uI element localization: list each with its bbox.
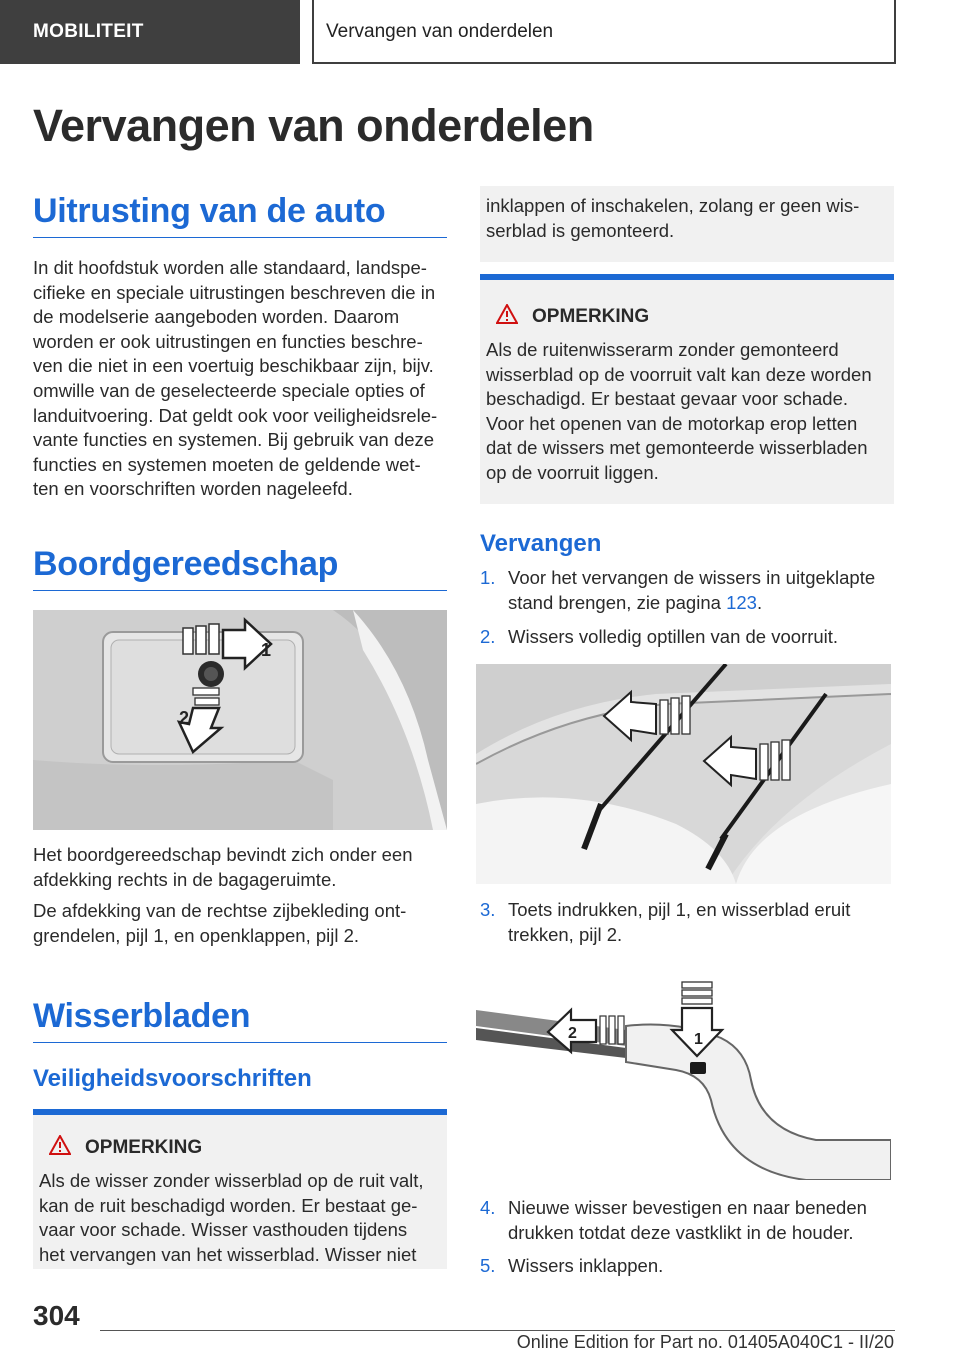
text-line: serblad is gemonteerd. — [486, 219, 675, 241]
heading-uitrusting: Uitrusting van de auto — [33, 192, 386, 230]
text-line: Wissers volledig optillen van de voorruit. — [508, 626, 839, 648]
step-number: 1. — [480, 567, 496, 588]
text-line: het vervangen van het wisserblad. Wisser niet — [39, 1243, 417, 1265]
text-line: omwille van de geselecteerde speciale opties of — [33, 379, 425, 401]
text-line: Als de ruitenwisserarm zonder gemonteerd — [486, 339, 839, 360]
step-3 — [480, 898, 894, 947]
arrow-label-1: 1 — [694, 1031, 703, 1048]
step-number: 5. — [480, 1255, 496, 1277]
arrow-label-2: 2 — [568, 1025, 577, 1042]
heading-vervangen: Vervangen — [480, 530, 602, 557]
header-chapter: Vervangen van onderdelen — [312, 0, 896, 64]
footer-edition: Online Edition for Part no. 01405A040C1 - II/20 — [516, 1332, 894, 1352]
header-section: MOBILITEIT — [0, 0, 300, 64]
note-box-right — [480, 274, 894, 504]
note-continuation-text — [486, 194, 888, 243]
note-title-text: OPMERKING — [532, 306, 650, 327]
text-line: dat de wissers met gemonteerde wisserbladen — [486, 437, 868, 459]
note-title — [39, 1135, 441, 1161]
page-number: 304 — [33, 1300, 80, 1331]
text-line — [508, 591, 875, 616]
step-5 — [480, 1254, 894, 1279]
heading-boordgereedschap: Boordgereedschap — [33, 545, 339, 583]
note-text — [39, 1169, 441, 1267]
boordgereedschap-text — [33, 843, 447, 948]
text-line: Het boordgereedschap bevindt zich onder een — [33, 844, 413, 865]
page-link[interactable]: 123 — [726, 591, 757, 613]
text-line: worden er ook uitrustingen en functies beschre‐ — [33, 330, 423, 352]
step-number: 4. — [480, 1197, 496, 1218]
text-line: vante functies en systemen. Bij gebruik van deze — [33, 429, 435, 451]
text-line: trekken, pijl 2. — [508, 923, 623, 945]
heading-rule — [33, 590, 447, 591]
text-line: grendelen, pijl 1, en openklappen, pijl 2. — [33, 924, 360, 946]
text-fragment: . — [756, 591, 763, 613]
text-line: Voor het vervangen de wissers in uitgeklapte — [508, 567, 876, 588]
note-box-left — [33, 1109, 447, 1269]
step-1 — [480, 566, 894, 615]
text-line: Nieuwe wisser bevestigen en naar beneden — [508, 1197, 867, 1218]
step-2 — [480, 625, 894, 650]
text-fragment: stand brengen, zie pagina — [508, 591, 727, 613]
step-number: 3. — [480, 899, 496, 920]
text-line: cifieke en speciale uitrustingen beschreven die in — [33, 281, 436, 303]
text-line: Toets indrukken, pijl 1, en wisserblad eruit — [508, 899, 851, 920]
page-title: Vervangen van onderdelen — [33, 100, 594, 151]
text-line: De afdekking van de rechtse zijbekleding ont‐ — [33, 900, 407, 922]
text-line: op de voorruit liggen. — [486, 461, 659, 483]
text-line: drukken totdat deze vastklikt in de houder. — [508, 1221, 854, 1243]
text-line: inklappen of inschakelen, zolang er geen wis‐ — [486, 195, 860, 216]
arrow-label-1: 1 — [261, 640, 272, 660]
heading-wisserbladen: Wisserbladen — [33, 997, 251, 1035]
text-line: Wissers inklappen. — [508, 1255, 664, 1277]
note-text — [486, 338, 888, 486]
warning-triangle-icon — [49, 1135, 71, 1161]
step-3-block — [480, 898, 894, 947]
section-wisserbladen — [33, 997, 447, 1093]
text-line: In dit hoofdstuk worden alle standaard, landspe‐ — [33, 257, 427, 278]
wiper-blade-release-figure — [476, 980, 891, 1180]
text-line: wisserblad op de voorruit valt kan deze worden — [486, 363, 872, 385]
note-title — [486, 304, 888, 330]
trunk-cover-figure — [33, 610, 447, 830]
heading-veiligheidsvoorschriften: Veiligheidsvoorschriften — [33, 1065, 312, 1092]
warning-triangle-icon — [496, 304, 518, 330]
text-line: afdekking rechts in de bagageruimte. — [33, 868, 337, 890]
section-vervangen — [480, 530, 894, 650]
section-uitrusting — [33, 192, 447, 502]
note-continuation — [480, 186, 894, 262]
text-line: Voor het openen van de motorkap erop letten — [486, 412, 858, 434]
uitrusting-paragraph — [33, 256, 447, 502]
text-line: functies en systemen moeten de geldende wet‐ — [33, 453, 421, 475]
arrow-label-2: 2 — [179, 708, 190, 728]
heading-rule — [33, 237, 447, 238]
note-title-text: OPMERKING — [85, 1137, 203, 1158]
step-4 — [480, 1196, 894, 1245]
windshield-wipers-figure — [476, 664, 891, 884]
text-line: ten en voorschriften worden nageleefd. — [33, 478, 353, 500]
text-line: vaar voor schade. Wisser vasthouden tijdens — [39, 1219, 408, 1241]
text-line: kan de ruit beschadigd worden. Er bestaat ge‐ — [39, 1194, 418, 1216]
text-line: de modelserie aangeboden worden. Daarom — [33, 306, 400, 328]
text-line: Als de wisser zonder wisserblad op de ruit valt, — [39, 1170, 424, 1191]
section-boordgereedschap — [33, 545, 447, 591]
text-line: ven die niet in een voertuig beschikbaar zijn, bijv. — [33, 355, 434, 377]
footer-rule — [100, 1330, 895, 1331]
step-number: 2. — [480, 626, 496, 648]
text-line: beschadigd. Er bestaat gevaar voor schade. — [486, 388, 849, 410]
steps-4-5 — [480, 1196, 894, 1279]
heading-rule — [33, 1042, 447, 1043]
text-line: landuitvoering. Dat geldt ook voor veiligheidsrele‐ — [33, 404, 438, 426]
